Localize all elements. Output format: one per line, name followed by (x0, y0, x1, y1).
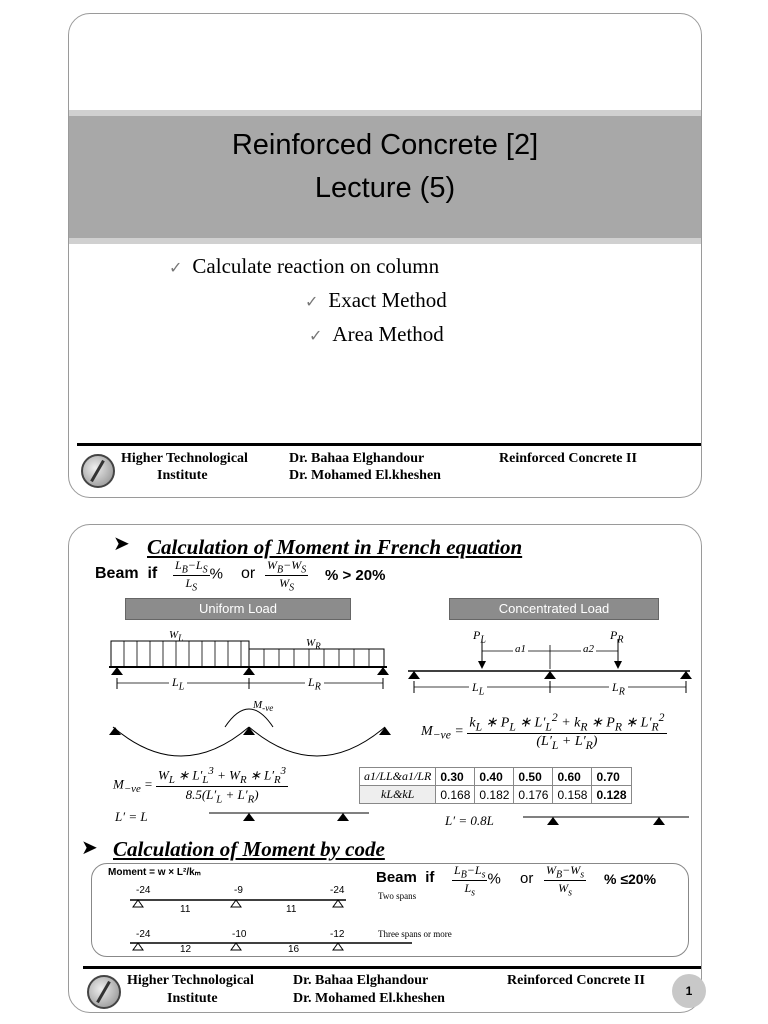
footer-author-2: Dr. Mohamed El.kheshen (293, 991, 445, 1006)
lprime-uniform: L′ = L (115, 809, 148, 824)
mve-formula-uniform: $M_{-ve}$ = $\frac{W_L ∗ L'_L^3 + W_R ∗ L'_R^3}{8.5(L'_L + L'_R)}$ (113, 765, 287, 806)
or-label-2: or (520, 870, 534, 887)
k-coefficient-table (359, 767, 632, 804)
moment-code-formula: Moment = w × L²/kₘ (108, 867, 201, 878)
content-slide (68, 524, 702, 1013)
heading-code-moment: Calculation of Moment by code (113, 837, 385, 861)
bullet-item: ✓ Calculate reaction on column (169, 254, 440, 278)
heading-french-equation: Calculation of Moment in French equation (147, 535, 523, 559)
code-moment-box (91, 863, 689, 957)
bullet-item: ✓ Exact Method (305, 288, 447, 312)
footer-institute: Higher Technological (127, 973, 254, 988)
coef-label: -24 (330, 885, 345, 896)
condition-row-2: Beam if (376, 869, 435, 886)
footer-divider (77, 443, 701, 446)
condition-fraction-4: $\frac{W_B-W_s}{W_s}$ (546, 863, 585, 899)
footer-institute: Higher Technological (121, 451, 248, 466)
wr-label: $W_R$ (306, 637, 321, 652)
coef-label: 12 (180, 944, 192, 955)
condition-fraction-3: $\frac{L_B-L_s}{L_s}$ % (454, 863, 501, 899)
moment-diagram (105, 697, 395, 757)
ll-label: $L_L$ (169, 675, 187, 692)
footer-divider (83, 966, 701, 969)
uniform-load-diagram (99, 623, 399, 693)
lprime-concentrated-beam (523, 813, 689, 831)
coef-label: 11 (180, 904, 191, 915)
lr-label: $L_R$ (305, 675, 324, 692)
title-slide (68, 13, 702, 498)
concentrated-load-diagram (404, 625, 694, 695)
coef-label: 11 (286, 904, 297, 915)
or-label: or (241, 565, 256, 582)
coef-label: -24 (136, 929, 151, 940)
lr-label-conc: $L_R$ (609, 680, 628, 697)
condition-fraction-1: $\frac{L_B-L_S}{L_S}$ % (175, 558, 223, 594)
two-span-beam (130, 897, 346, 909)
condition-fraction-2: $\frac{W_B-W_S}{W_S}$ (267, 558, 307, 594)
pl-label: $P_L$ (473, 628, 486, 646)
lprime-concentrated: L′ = 0.8L (445, 813, 494, 828)
table-row: kL&kL 0.168 0.182 0.176 0.158 0.128 (360, 786, 632, 804)
three-spans-label: Three spans or more (378, 929, 452, 939)
arrow-bullet-icon: ➤ (113, 531, 130, 555)
condition-greater: % > 20% (325, 567, 386, 584)
bullet-item: ✓ Area Method (309, 322, 444, 346)
lprime-uniform-beam (209, 809, 369, 827)
institute-logo-icon (81, 454, 115, 488)
footer-course: Reinforced Concrete II (499, 451, 637, 466)
a2-label: a2 (583, 643, 594, 655)
wl-label: $W_L$ (169, 629, 184, 644)
checkmark-icon: ✓ (309, 326, 323, 345)
footer-institute-2: Institute (167, 991, 218, 1006)
condition-less-equal: % ≤20% (604, 871, 657, 887)
coef-label: 16 (288, 944, 300, 955)
checkmark-icon: ✓ (169, 258, 183, 277)
concentrated-load-label: Concentrated Load (449, 598, 659, 620)
condition-row: Beam if (95, 565, 158, 582)
footer-author-1: Dr. Bahaa Elghandour (293, 973, 429, 988)
footer-author-2: Dr. Mohamed El.kheshen (289, 468, 441, 483)
ll-label-conc: $L_L$ (469, 680, 487, 697)
footer-institute-2: Institute (157, 468, 208, 483)
coef-label: -12 (330, 929, 345, 940)
table-row: a1/LL&a1/LR 0.30 0.40 0.50 0.60 0.70 (360, 768, 632, 786)
arrow-bullet-icon: ➤ (81, 835, 98, 859)
pr-label: $P_R$ (610, 628, 624, 646)
lecture-subtitle: Lecture (5) (314, 172, 456, 204)
mve-label: $M_{-ve}$ (253, 699, 274, 714)
page-number-badge: 1 (672, 974, 706, 1008)
two-spans-label: Two spans (378, 891, 417, 901)
checkmark-icon: ✓ (305, 292, 319, 311)
three-span-beam (130, 940, 412, 952)
institute-logo-icon (87, 975, 121, 1009)
coef-label: -9 (234, 885, 243, 896)
coef-label: -10 (232, 929, 247, 940)
lecture-title: Reinforced Concrete [2] (231, 129, 539, 161)
footer-author-1: Dr. Bahaa Elghandour (289, 451, 425, 466)
footer-course: Reinforced Concrete II (507, 973, 645, 988)
a1-label: a1 (515, 643, 526, 655)
coef-label: -24 (136, 885, 151, 896)
mve-formula-concentrated: $M_{-ve}$ = $\frac{k_L ∗ P_L ∗ L'_L^2 + k_R ∗ P_R ∗ L'_R^2}{(L'_L + L'_R)}$ (421, 711, 665, 753)
uniform-load-label: Uniform Load (125, 598, 351, 620)
